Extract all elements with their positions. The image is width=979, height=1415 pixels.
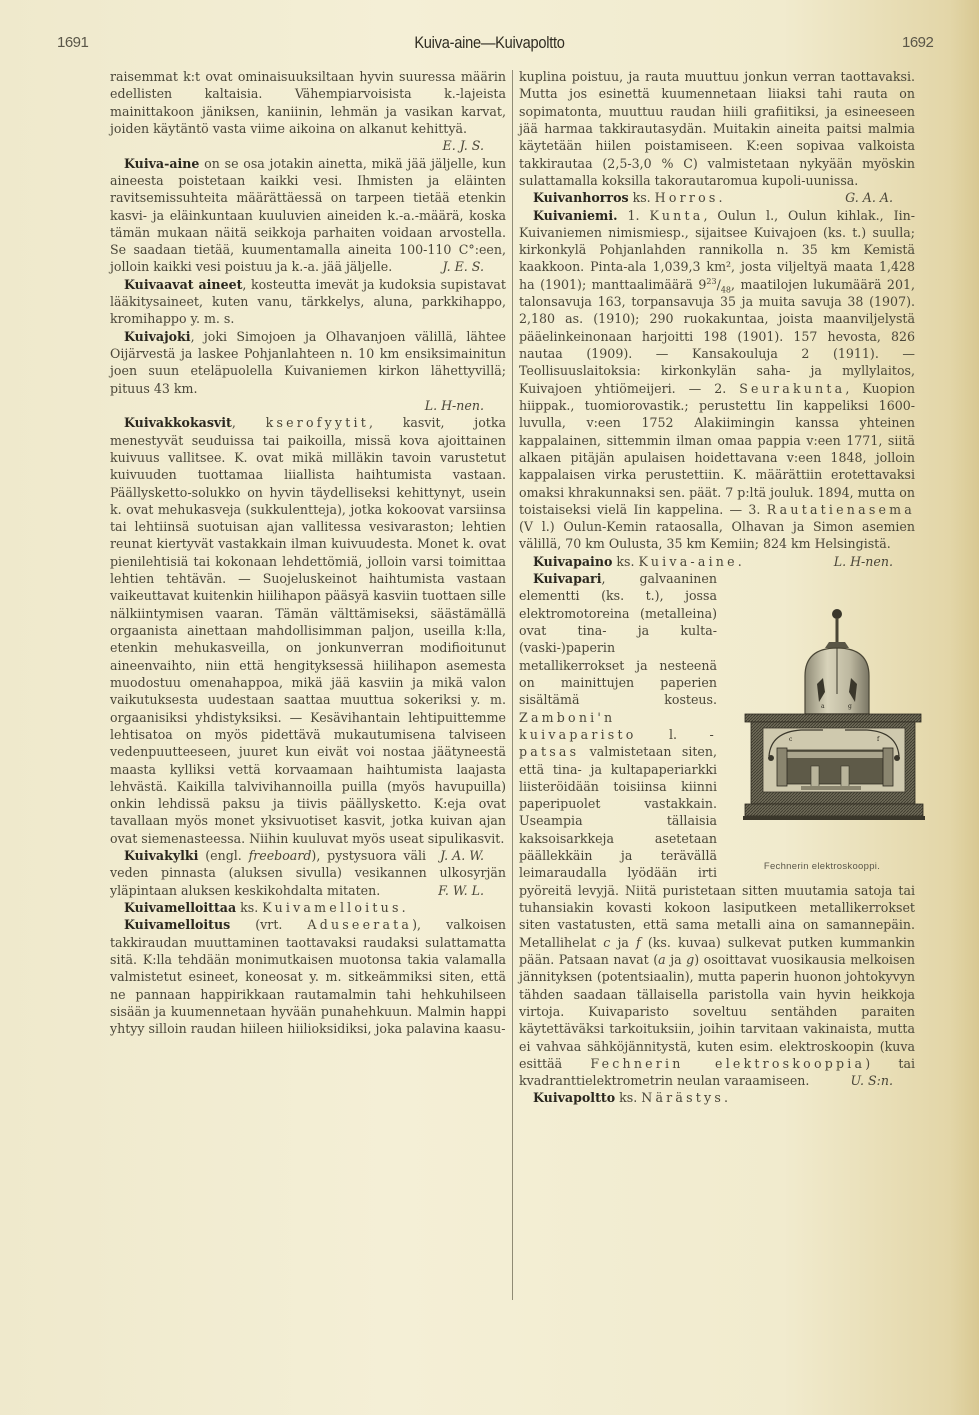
entry-text: 1.: [617, 207, 650, 223]
entry-text: ) tai kvadranttielektrometrin neulan varaamiseen.: [519, 1055, 915, 1089]
italic-term: f: [636, 934, 641, 950]
italic-term: g: [686, 951, 695, 967]
entry-kuivaavat-aineet: [110, 276, 506, 328]
spaced-term: -patsas: [519, 726, 717, 760]
label-c: c: [789, 736, 793, 744]
left-column: [110, 68, 506, 1038]
headword: Kuivajoki: [124, 328, 191, 344]
entry-kuiva-aine: [110, 155, 506, 276]
fraction-numerator: 23: [706, 276, 717, 286]
headword: Kuivamelloitus: [124, 917, 231, 933]
entry-kuivapoltto: [519, 1089, 915, 1106]
entry-text: on se osa jotakin ainetta, mikä jää jäljelle, kun aineesta poistetaan kaikki vesi. Ihmisten ja eläinten ravitsemissuhteita määrättäessä on tarpeen tietää etenkin kasvi- ja eläinkuntaan kuuluvien aineiden k.-a.-määrä, koska tämän mukaan näitä seikkoja parhaiten voidaan arvostella. Se saadaan tietää, kuumentamalla aineita 100-110 C°:een, jolloin kaikki vesi poistuu ja k.-a. jää jäljelle.: [110, 155, 506, 275]
label-f: f: [877, 736, 880, 744]
cross-reference-link[interactable]: Närästys.: [641, 1090, 732, 1106]
entry-text: , kasvit, jotka menestyvät seuduissa tai paikoilla, missä kova ajoittainen kuivuus vallitsee. K. ovat mikä milläkin tavoin varustetut kuivuuden tuottamaa liiallista haihtumista vastaan. Päällysketto-solukko on hyvin täydelliseksi kehittynyt, usein k. ovat mehukasveja (sukkulentteja), jotka kokoovat varsiinsa tai lehtiinsä suotuisan ajan vallitessa vesivaraston; lehtien reunat kiertyvät vastakkain ilman kuivuudesta. Monet k. ovat pienilehtisiä tai kokonaan lehdettömiä, jolloin varsi toimittaa lehtien tehtävän. — Suojeluskeinot haihtumista vastaan vaikeuttavat kuitenkin hiilihapon pääsyä kasviin tuottaen sille nälkiintymisen vaaran. Tämän välttämiseksi, säästämällä orgaanista ainettaan mahdollisimman paljon, useilla k:lla, etenkin mehukasveilla, on jonkunverran modifioitunut aineenvaihto, niin että hengityksessä hiilihapon asemesta muodostuu omenahappoa, mikä jää kasviin ja mikä valon vaikutuksesta uudestaan saattaa muuttua sokeriksi y. m. orgaanisiksi yhdistyksiksi. — Kesävihantain lehtipuittemme lehtisatoa on myös pidettävä mukautumisena talviseen vedenpuutteeseen, juuret kun eivät voi nostaa jäätyneestä maasta kylliksi vettä korvaamaan haihtumista laajasta lehvästä. Kaikilla talvivihannoilla puilla (myös havupuilla) onkin lehdissä paksu ja tiivis päällysketto. K:eja ovat tavallaan myös monet yksivuotiset kasvit, jotka kuivan ajan ovat siemenasteessa. Niihin kuuluvat myös useat sipulikasvit.: [110, 415, 506, 846]
right-column: [519, 68, 915, 1107]
fraction-denominator: 48: [720, 285, 732, 295]
entry-text: ja: [665, 951, 687, 967]
see-also-label: ks.: [615, 1090, 642, 1106]
spaced-term: Kunta: [649, 207, 704, 223]
spaced-term: Fechnerin elektroskooppia: [590, 1055, 866, 1071]
entry-kuivaniemi: Kuivaniemi. 1. Kunta, Oulun l., Oulun kihlak., Iin-Kuivaniemen nimismiesp., sijaitsee Kuivajoen (ks. t.) suulla; kirkonkylä Pohjanlahden rannikolla n. 35 km Kemistä kaakkoon. Pinta-ala 1,039,3 km², josta viljeltyä maata 1,428 ha (1901); manttaalimäärä $9^{23}/_{48}$, maatilojen lukumäärä 201, talonsavuja 163, torpansavuja 35 ja muita savuja 38 (1907). 2,180 as. (1910); 290 ruokakuntaa, joista maanviljelystä pääelinkeinonaan harjoitti 198 (1901). 157 hevosta, 826 nautaa (1909). — Kansakouluja 2 (1911). — Teollisuuslaitoksia: kirkonkylän saha- ja myllylaitos, Kuivajoen yhtiömeijeri. — 2. Seurakunta, Kuopion hiippak., tuomiorovastik.; perustettu Iin kappeliksi 1600-luvulla, v:een 1752 Alakiimingin kanssa yhteinen kappalainen, sittemmin ilman omaa pappia v:een 1771, siitä alkaen pitäjän apulaisen hoidettavana v:een 1848, jolloin kappalaisen virka perustettiin. K. määrättiin erotettavaksi omaksi khrakunnaksi sen. päät. 7 p:ltä jouluk. 1894, mutta on toistaiseksi vielä Iin kappelina. — 3. Rautatienasema (V l.) Oulun-Kemin rataosalla, Olhavan ja Simon asemien välillä, 70 km Oulusta, 35 km Kemiin; 824 km Helsingistä. L. H-nen.: [519, 207, 915, 569]
italic-term: c: [603, 934, 611, 950]
headword: Kuivakylki: [124, 848, 199, 864]
headword: Kuivapoltto: [533, 1090, 616, 1106]
entry-text: (V l.) Oulun-Kemin rataosalla, Olhavan ja Simon asemien välillä, 70 km Oulusta, 35 km Kemiin; 824 km Helsingistä.: [519, 519, 915, 552]
spaced-term: Seurakunta: [739, 380, 846, 396]
author-signature: G. A. A.: [845, 190, 893, 206]
author-signature: J. E. S.: [442, 259, 484, 275]
entry-kuivajoki: [110, 328, 506, 415]
entry-kuivakkokasvit: Kuivakkokasvit, kserofyytit, kasvit, jotka menestyvät seuduissa tai paikoilla, missä kova ajoittainen kuivuus vallitsee. K. ovat mikä milläkin tavoin varustetut kuivuuden tuottamaa liiallista haihtumista vastaan. Päällysketto-solukko on hyvin täydelliseksi kehittynyt, usein k. ovat mehukasveja (sukkulentteja), jotka kokoovat varsiinsa tai lehtiinsä suotuisan ajan vallitessa vesivaraston; lehtien reunat kiertyvät vastakkain ilman kuivuudesta. Monet k. ovat pienilehtisiä tai kokonaan lehdettömiä, jolloin varsi toimittaa lehtien tehtävän. — Suojeluskeinot haihtumista vastaan vaikeuttavat kuitenkin hiilihapon pääsyä kasviin tuottaen sille nälkiintymisen vaaran. Tämän välttämiseksi, säästämällä orgaanista ainettaan mahdollisimman paljon, useilla k:lla, etenkin mehukasveilla, on jonkunverran modifioitunut aineenvaihto, niin että hengityksessä hiilihapon asemesta muodostuu omenahappoa, mikä jää kasviin ja mikä valon vaikutuksesta uudestaan saattaa muuttua sokeriksi y. m. orgaanisiksi yhdistyksiksi. — Kesävihantain lehtipuittemme lehtisatoa on myös pidettävä mukautumisena talviseen vedenpuutteeseen, juuret kun eivät voi nostaa jäätyneestä maasta kylliksi vettä korvaamaan haihtumista laajasta lehvästä. Kaikilla talvivihannoilla puilla (myös havupuilla) onkin lehdissä paksu ja tiivis päällysketto. K:eja ovat tavallaan myös monet yksivuotiset kasvit, jotka kuivan ajan ovat siemenasteessa. Niihin kuuluvat myös useat sipulikasvit. J. A. W.: [110, 415, 506, 864]
entry-text: ja: [610, 934, 637, 950]
page-header: [0, 34, 979, 58]
headword: Kuivanhorros: [533, 190, 629, 206]
entry-text: , maatilojen lukumäärä 201, talonsavuja 163, torpansavuja 35 ja muita savuja 38 (1907). 2,180 as. (1910); 290 ruokakuntaa, joista maanviljelystä pääelinkeinonaan harjoitti 198 (1901). 157 hevosta, 826 nautaa (1909). — Kansakouluja 2 (1911). — Teollisuuslaitoksia: kirkonkylän saha- ja myllylaitos, Kuivajoen yhtiömeijeri. — 2.: [519, 276, 915, 396]
see-also-label: ks.: [628, 190, 655, 206]
see-also-label: ks.: [236, 900, 263, 915]
italic-term: freeboard: [248, 848, 312, 864]
entry-text: , galvaaninen elementti (ks. t.), jossa elektromotoreina (metalleina) ovat tina- ja kulta-(vaski-)paperin metallikerrokset ja nesteenä on mainittujen paperien sisältämä kosteus.: [519, 571, 717, 708]
author-signature: L. H-nen.: [833, 553, 893, 569]
headword: Kuivakkokasvit: [124, 415, 232, 431]
headword: Kuiva-aine: [124, 155, 200, 171]
electroscope-illustration: [741, 606, 931, 858]
spaced-term: Zamboni'n kuivaparisto: [519, 709, 637, 742]
page-number-left: 1691: [57, 34, 89, 51]
headword: Kuivamelloittaa: [124, 900, 237, 915]
author-signature: U. S:n.: [850, 1073, 893, 1089]
label-a: a: [821, 703, 825, 711]
author-signature: E. J. S.: [442, 138, 484, 154]
spaced-term: kserofyytit: [265, 415, 369, 431]
entry-text: (ks. kuvaa) sulkevat putken kummankin pään. Patsaan navat (: [519, 934, 915, 967]
italic-term: a: [658, 951, 666, 967]
entry-kuivamelloitus: [110, 916, 506, 1037]
paragraph-text: kuplina poistuu, ja rauta muuttuu jonkun verran taottavaksi. Mutta jos esinettä kuumennetaan liiaksi tahi rauta on sopimatonta, muuttuu raudan hiili grafiitiksi, ja esineeseen jää harmaa takkirautasydän. Muitakin aineita paitsi malmia käytetään hiilen poistamiseen. K:een sopivaa valkoista takkirautaa (2,5-3,0 % C) valmistetaan nykyään myöskin sulattamalla koksilla takorautaromua kupoli-uunissa.: [519, 69, 915, 188]
cross-reference-link[interactable]: Kuivamelloitus.: [262, 900, 409, 915]
entry-text: ), pystysuora väli veden pinnasta (aluksen sivulla) vesikannen ulkosyrjän yläpintaan aluksen keskikohdalta mitaten.: [110, 848, 506, 898]
cross-reference-link[interactable]: Aduseerata: [307, 917, 413, 933]
author-signature: F. W. L.: [438, 882, 484, 898]
entry-text: ), valkoisen takkiraudan muuttaminen taottavaksi raudaksi sulattamatta sitä. K:lla tehdään monimutkaisen muotonsa takia valamalla valmistetut esineet, koneosat y. m. sitkeämmiksi siten, että ne pannaan happirikkaan rautamalmin tahi hehkuhilseen sisään ja kuumennetaan hyvään punahehkuun. Malmin happi yhtyy silloin raudan hiileen hiilioksidiksi, joka palavina kaasu-: [110, 917, 506, 1037]
entry-text: (engl.: [198, 848, 249, 864]
entry-text: (vrt.: [230, 917, 308, 933]
running-title: Kuiva-aine—Kuivapoltto: [414, 33, 565, 52]
label-g: g: [848, 703, 852, 711]
headword: Kuivaavat aineet: [124, 276, 243, 292]
column-divider: [512, 70, 513, 1300]
entry-kuivamelloittaa: [110, 899, 506, 916]
spaced-term: Rautatienasema: [766, 501, 915, 517]
entry-text: , kosteutta imevät ja kudoksia supistavat lääkitysaineet, kuten vanu, tärkkelys, aluna, parkkihappo, kromihappo y. m. s.: [110, 276, 506, 327]
headword: Kuivapari: [533, 571, 602, 587]
author-signature: J. A. W.: [440, 848, 484, 864]
entry-text: valmistetaan siten, että tina- ja kultapaperiarkki liisteröidään toisiinsa kiinni paperipuolet vastakkain. Useampia tällaisia kaksoisarkkeja asetetaan päällekkäin ja terävällä leimaraudalla lyödään irti pyöreitä levyjä. Niitä puristetaan sitten muutamia satoja tai tuhansiakin kovasti kokoon lasiputkeen metallikerrokset siten vastatusten, että sama metalli aina on samannepäin. Metallihelat: [519, 744, 915, 950]
cross-reference-link[interactable]: Horros.: [654, 190, 726, 206]
entry-kuivapari: [519, 570, 915, 1089]
entry-text: , Kuopion hiippak., tuomiorovastik.; perustettu Iin kappeliksi 1600-luvulla, v:een 1752 Alakiimingin kanssa yhteinen kappalainen, sittemmin ilman omaa pappia v:een 1771, siitä alkaen pitäjän apulaisen hoidettavana v:een 1848, jolloin kappalaisen virka perustettiin. K. määrättiin erotettavaksi omaksi khrakunnaksi sen. päät. 7 p:ltä jouluk. 1894, mutta on toistaiseksi vielä Iin kappelina. — 3.: [519, 380, 915, 517]
continued-paragraph: [110, 68, 506, 155]
see-also-label: ks.: [612, 553, 639, 569]
paragraph-text: raisemmat k:t ovat ominaisuuksiltaan hyvin suuressa määrin edellisten kaltaisia. Vähempiarvoisista k.-lajeista mainittakoon jäniksen, kaniinin, lehmän ja vasikan karvat, joiden käytäntö vasta viime aikoina on alkanut kehittyä.: [110, 69, 506, 136]
entry-text: , joki Simojoen ja Olhavanjoen välillä, lähtee Oijärvestä ja laskee Pohjanlahteen n. 10 km ensiksimainitun joen suun eteläpuolella Kuivaniemen kirkon lähettyvillä; pituus 43 km.: [110, 328, 506, 396]
entry-text: l.: [636, 726, 710, 742]
author-signature: L. H-nen.: [424, 397, 484, 413]
headword: Kuivapaino: [533, 553, 613, 569]
entry-text: , Oulun l., Oulun kihlak., Iin-Kuivaniemen nimismiesp., sijaitsee Kuivajoen (ks. t.) suulla; kirkonkylä Pohjanlahden rannikolla n. 35 km Kemistä kaakkoon. Pinta-ala 1,039,3 km², josta viljeltyä maata 1,428 ha (1901); manttaalimäärä 9: [519, 207, 915, 292]
figure: [727, 606, 917, 878]
page-number-right: 1692: [902, 34, 934, 51]
entry-text: ) osoittavat vuosikausia melkoisen jännityksen (potentsiaalin), mutta paperin huonon johtokyvyn tähden saadaan tällaisella paristolla vain hyvin heikkoja virtoja. Kuivaparisto soveltuu sentähden paraiten käytettäväksi tarkoituksiin, joihin tarvitaan vakinaista, mutta ei vahvaa sähköjännitystä, kuten esim. elektroskoopin (kuva esittää: [519, 951, 915, 1071]
figure-caption: Fechnerin elektroskooppi.: [763, 861, 881, 873]
headword: Kuivaniemi.: [533, 207, 618, 223]
cross-reference-link[interactable]: Kuiva-aine.: [638, 553, 745, 569]
